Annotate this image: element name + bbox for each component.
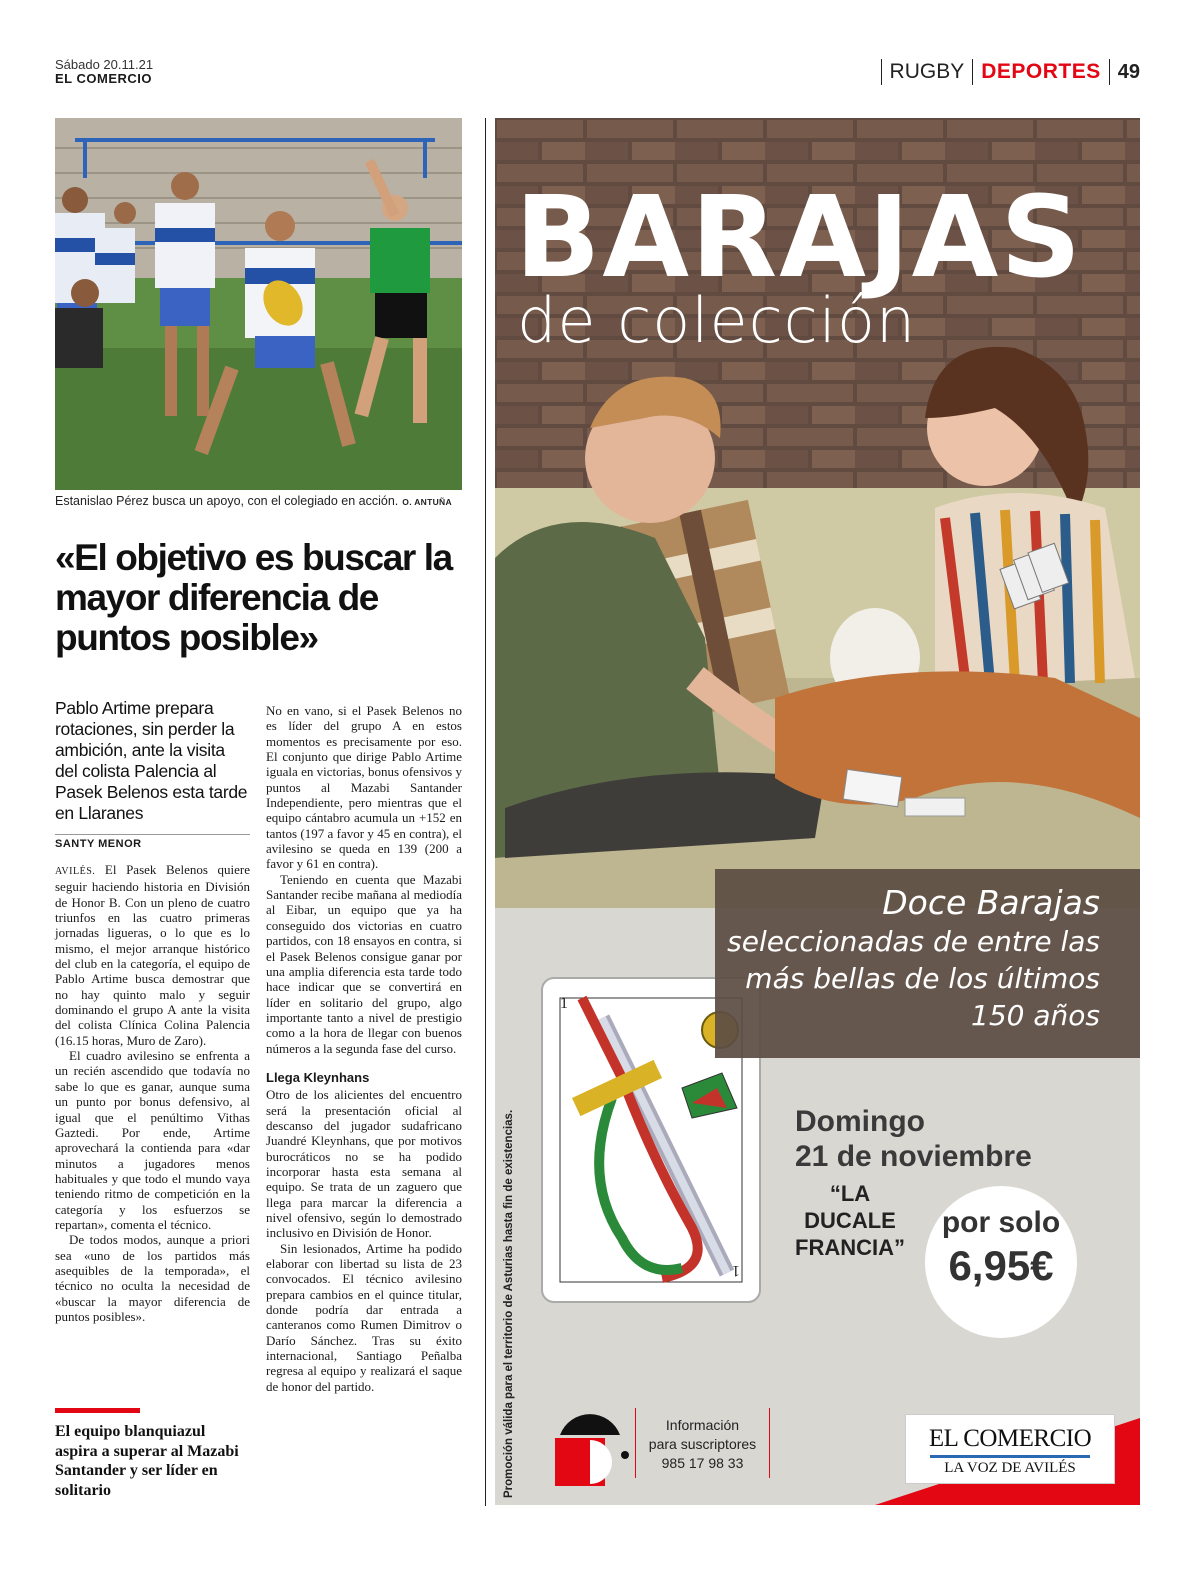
header-divider	[972, 59, 973, 85]
section-name: RUGBY	[889, 60, 965, 83]
subscriber-info-line1: Información	[665, 1417, 740, 1433]
ad-price-badge	[925, 1186, 1077, 1338]
category-name: DEPORTES	[981, 60, 1101, 83]
ad-price-label: por solo	[941, 1206, 1061, 1239]
paragraph: Sin lesionados, Artime ha podido elaborar con libertad su lista de 23 convocados. El técnico avilesino prepara cambios en el quince titular, donde podría dar entrada a canteranos como Rumen Dimitrov o Darío Sánchez. Tras su éxito internacional, Santiago Peñalba regresa al equipo y realizará el saque de honor del partido.	[266, 1240, 462, 1394]
page-header-left	[55, 58, 153, 86]
dateline: AVILÉS.	[55, 866, 96, 877]
paragraph: Otro de los alicientes del encuentro será la presentación oficial al descanso del jugador sudafricano Juandré Kleynhans, que por motivos burocráticos no se ha podido incorporar hasta esta semana al equipo. Se trata de un zaguero que llega para marcar la diferencia a nivel ofensivo, según lo demostrado inclusivo en División de Honor.	[266, 1087, 462, 1241]
card-corner-number: 1	[732, 1262, 740, 1279]
header-divider	[1109, 59, 1110, 85]
publication-name: EL COMERCIO	[55, 71, 152, 86]
logo-sub-text: LA VOZ DE AVILÉS	[944, 1460, 1076, 1476]
ad-release-date	[795, 1104, 1032, 1174]
subscriber-logo-icon	[550, 1400, 630, 1490]
ad-date-day: Domingo	[795, 1105, 925, 1138]
rugby-photo	[55, 118, 462, 490]
ad-date-full: 21 de noviembre	[795, 1140, 1032, 1173]
article-intertitle: Llega Kleynhans	[266, 1069, 370, 1085]
paragraph-text: El Pasek Belenos quiere seguir haciendo historia en División de Honor B. Con un pleno de cuatro triunfos en las cuatro primeras jornadas ligueras, o lo que es lo mismo, el mejor arranque histórico del club en la categoría, el equipo de Pablo Artime busca demostrar que no hay quinto malo y seguir dominando el grupo A ante la visita del colista Clínica Colina Palencia (16.15 horas, Muro de Zaro).	[55, 862, 250, 1048]
logo-main-text: EL COMERCIO	[928, 1425, 1092, 1452]
ad-description-box	[715, 869, 1140, 1058]
paragraph: No en vano, si el Pasek Belenos no es líder del grupo A en estos momentos es precisamente por eso. El conjunto que dirige Pablo Artime iguala en victorias, bonus ofensivos y puntos al Mazabi Santander Independiente, pero mientras que el equipo cántabro acumula un +152 en tantos (197 a favor y 45 en contra), el avilesino se queda en 139 (200 a favor y 61 en contra).	[266, 703, 462, 872]
caption-text: Estanislao Pérez busca un apoyo, con el colegiado en acción.	[55, 494, 399, 508]
paragraph: Teniendo en cuenta que Mazabi Santander recibe mañana al mediodía al Eibar, un equipo que ya ha conseguido dos victorias en cuatro partidos, con 18 ensayos en contra, si el Pasek Belenos consigue ganar por una amplia diferencia esta tarde todo hace indicar que se convertirá en líder en solitario del grupo, algo importante tanto a nivel de prestigio como a la hora de llegar con buenos números a la segunda fase del curso.	[266, 871, 462, 1056]
paragraph: El cuadro avilesino se enfrenta a un recién ascendido que todavía no sabe lo que es ganar, aunque suma un punto por bonus defensivo, al igual que el penúltimo Vithas Gaztedi. Por ende, Artime aprovechará la contienda para «dar minutos a jugadores menos habituales y que todo el mundo vaya teniendo ritmo de competición en la categoría y los esfuerzos se repartan», comenta el técnico.	[55, 1048, 250, 1232]
article-column-1	[55, 862, 250, 1324]
subscriber-phone: 985 17 98 33	[661, 1455, 744, 1471]
byline-divider	[55, 834, 250, 835]
ad-legal-note: Promoción válida para el territorio de Asturias hasta fin de existencias.	[503, 1109, 515, 1498]
article-byline: SANTY MENOR	[55, 838, 142, 850]
ad-subtitle: de colección	[517, 284, 917, 357]
header-divider	[881, 59, 882, 85]
ad-price-value: 6,95€	[948, 1242, 1054, 1289]
page-number: 49	[1117, 60, 1140, 83]
column-divider	[485, 118, 486, 1506]
el-comercio-logo	[905, 1414, 1115, 1484]
rugby-photo-illustration	[55, 118, 462, 490]
ad-title: BARAJAS	[515, 173, 1083, 303]
ad-box-title: Doce Barajas	[882, 883, 1100, 922]
subscriber-info	[635, 1408, 770, 1478]
pullquote: El equipo blanquiazul aspira a superar al Mazabi Santander y ser líder en solitario	[55, 1423, 239, 1499]
article-subhead: Pablo Artime prepara rotaciones, sin perder la ambición, ante la visita del colista Palencia al Pasek Belenos esta tarde en Llaranes	[55, 698, 248, 823]
logo-underline	[930, 1455, 1090, 1458]
ad-deck-name: “LA DUCALE FRANCIA”	[795, 1181, 905, 1260]
article-column-2	[266, 703, 462, 1394]
advertisement-barajas[interactable]	[495, 118, 1140, 1505]
photo-credit: O. ANTUÑA	[402, 497, 452, 507]
subscriber-info-line2: para suscriptores	[648, 1436, 757, 1452]
issue-date: Sábado 20.11.21	[55, 57, 154, 72]
pullquote-accent-bar	[55, 1408, 140, 1413]
card-corner-number: 1	[560, 995, 568, 1012]
page-header-right	[873, 58, 1140, 86]
ad-box-text: seleccionadas de entre las más bellas de los últimos 150 años	[727, 925, 1100, 1032]
photo-caption	[55, 494, 462, 508]
paragraph: De todos modos, aunque a priori sea «uno de los partidos más asequibles de la temporada», el técnico no oculta la necesidad de «buscar la mayor diferencia de puntos posibles».	[55, 1232, 250, 1324]
article-headline: «El objetivo es buscar la mayor diferencia de puntos posible»	[55, 537, 452, 658]
paragraph	[55, 862, 250, 1048]
